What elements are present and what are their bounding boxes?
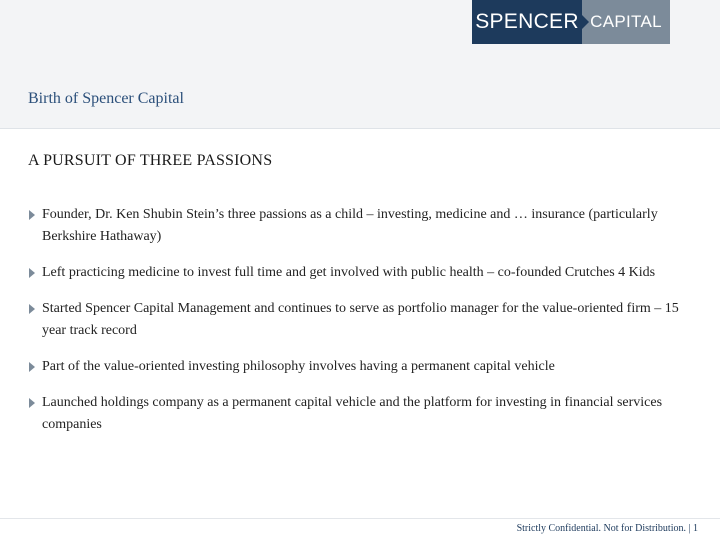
logo-spencer: [472, 0, 582, 44]
triangle-bullet-icon: [29, 304, 35, 314]
page-title: Birth of Spencer Capital: [28, 90, 184, 107]
bullet-text: Part of the value-oriented investing philosophy involves having a permanent capital vehicle: [42, 359, 555, 374]
bullet-item: [28, 356, 688, 378]
bullet-item: [28, 204, 688, 248]
triangle-bullet-icon: [29, 362, 35, 372]
logo-chevron-icon: [582, 15, 589, 29]
bullet-text: Left practicing medicine to invest full time and get involved with public health – co-founded Crutches 4 Kids: [42, 265, 656, 280]
logo-spencer-text: SPENCER: [475, 10, 579, 33]
triangle-bullet-icon: [29, 268, 35, 278]
spencer-capital-logo: [472, 0, 670, 44]
bullet-text: Founder, Dr. Ken Shubin Stein’s three passions as a child – investing, medicine and … insurance (particularly Berkshire Hathaway): [42, 207, 658, 244]
section-heading: A PURSUIT OF THREE PASSIONS: [28, 152, 273, 169]
bullet-list: [28, 204, 688, 436]
bullet-text: Launched holdings company as a permanent capital vehicle and the platform for investing in financial services companies: [42, 395, 663, 432]
bullet-item: [28, 298, 688, 342]
footer-confidential: Strictly Confidential. Not for Distribution. | 1: [516, 523, 698, 534]
footer-divider: [0, 518, 720, 519]
triangle-bullet-icon: [29, 210, 35, 220]
bullet-item: [28, 392, 688, 436]
triangle-bullet-icon: [29, 398, 35, 408]
logo-capital-text: CAPITAL: [590, 12, 662, 31]
logo-capital: [582, 0, 670, 44]
bullet-item: [28, 262, 688, 284]
bullet-text: Started Spencer Capital Management and continues to serve as portfolio manager for the value-oriented firm – 15 year track record: [42, 301, 679, 338]
